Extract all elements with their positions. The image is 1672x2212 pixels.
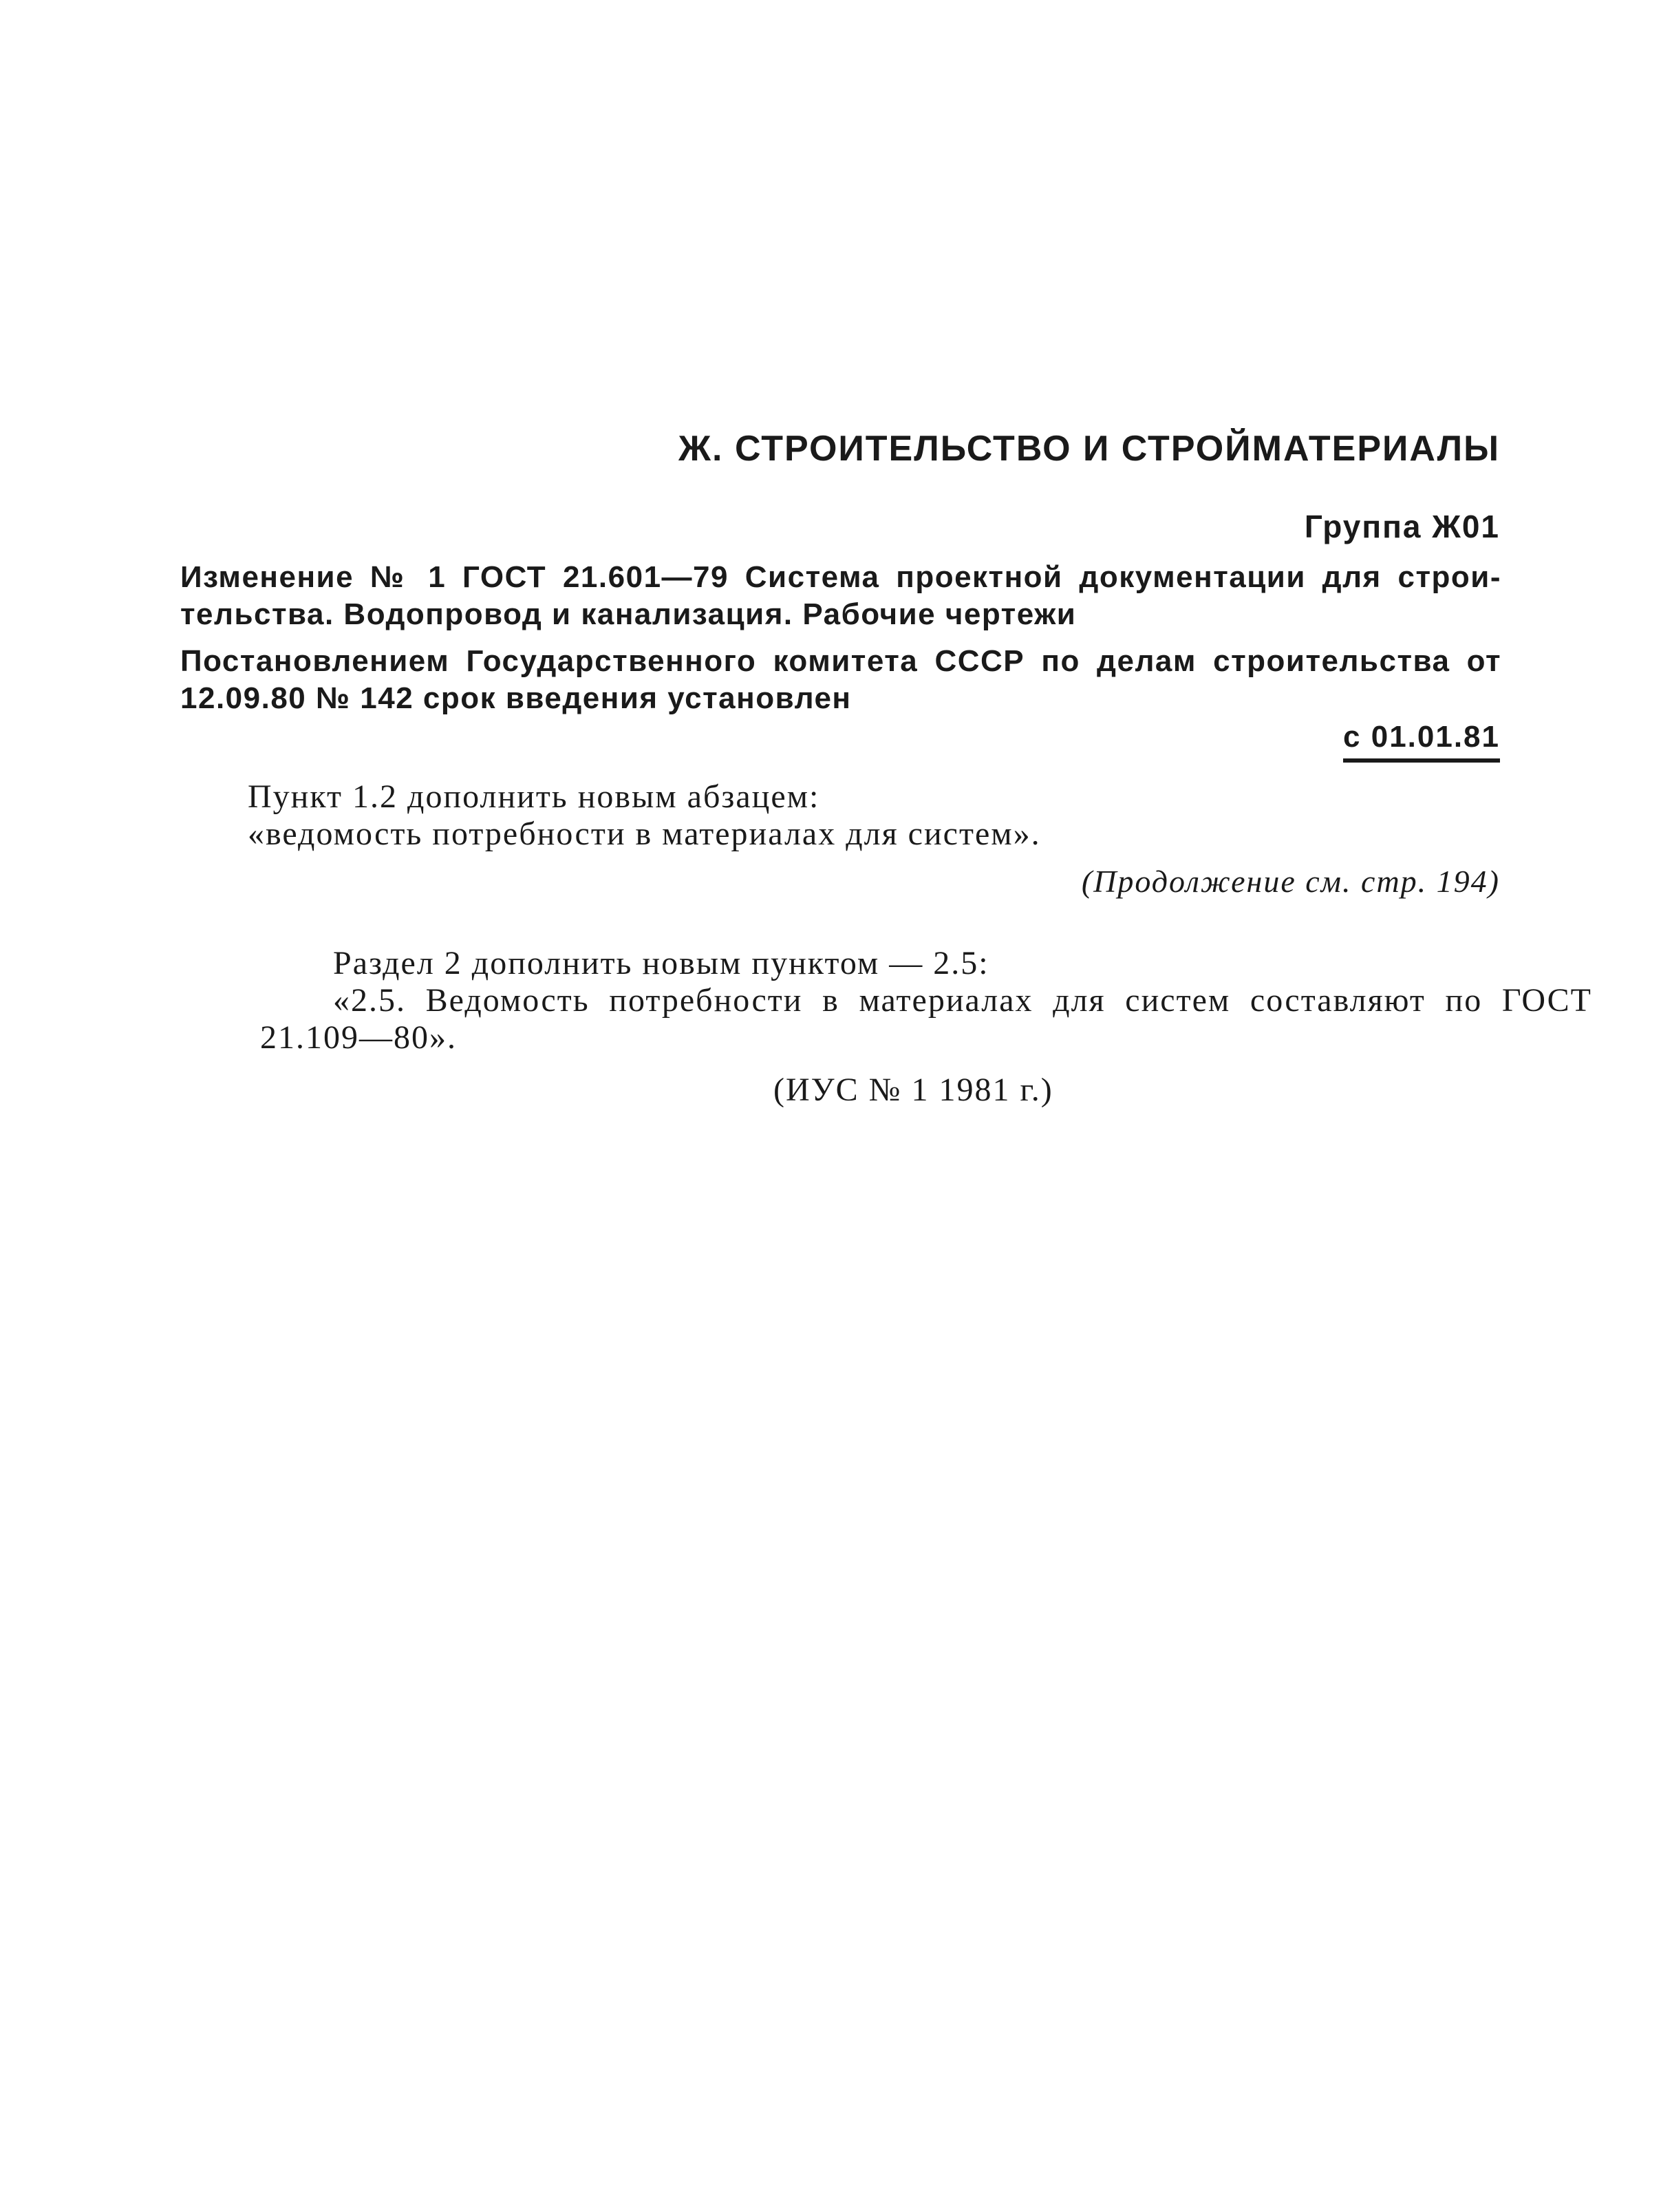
section-title: Ж. СТРОИТЕЛЬСТВО И СТРОЙМАТЕРИАЛЫ: [678, 429, 1500, 469]
decree-line-1: Постановлением Государственного комитета СССР по делам строительства от: [180, 644, 1501, 678]
paragraph-2-line-1: Раздел 2 дополнить новым пунктом — 2.5:: [333, 945, 989, 981]
amendment-title-line-2: тельства. Водопровод и канализация. Рабочие чертежи: [180, 597, 1077, 631]
paragraph-2-line-3: 21.109—80».: [260, 1019, 457, 1056]
group-label: Группа Ж01: [1304, 509, 1500, 544]
decree-line-2: 12.09.80 № 142 срок введения установлен: [180, 681, 852, 715]
amendment-title-line-1: Изменение № 1 ГОСТ 21.601—79 Система проектной документации для строи-: [180, 560, 1501, 594]
paragraph-2-line-2: «2.5. Ведомость потребности в материалах для систем составляют по ГОСТ: [333, 982, 1592, 1019]
continued-note: (Продолжение см. стр. 194): [1081, 864, 1500, 899]
citation: (ИУС № 1 1981 г.): [773, 1072, 1053, 1108]
paragraph-1-line-2: «ведомость потребности в материалах для систем».: [248, 816, 1041, 852]
paragraph-1-line-1: Пункт 1.2 дополнить новым абзацем:: [248, 778, 820, 815]
effective-date: с 01.01.81: [1343, 720, 1500, 763]
